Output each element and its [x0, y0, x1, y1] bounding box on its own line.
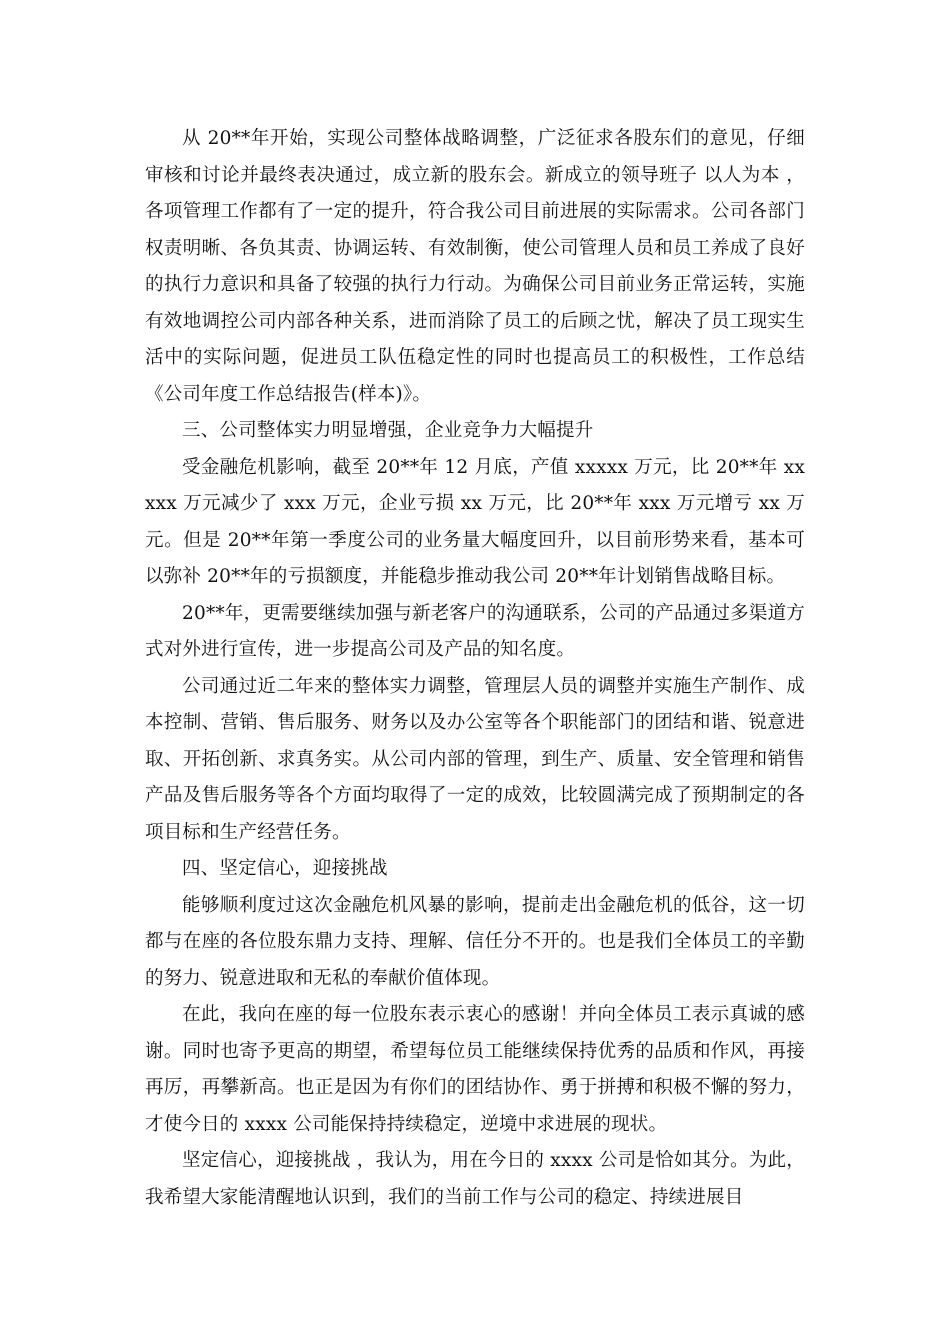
- paragraph-customer-communication: 20**年，更需要继续加强与新老客户的沟通联系，公司的产品通过多渠道方式对外进行宣传，进一步提高公司及产品的知名度。: [145, 602, 805, 660]
- paragraph-overall-adjustment: 公司通过近二年来的整体实力调整，管理层人员的调整并实施生产制作、成本控制、营销、售后服务、财务以及办公室等各个职能部门的团结和谐、锐意进取、开拓创新、求真务实。从公司内部的管理，到生产、质量、安全管理和销售产品及售后服务等各个方面均取得了一定的成效，比较圆满完成了预期制定的各项目标和生产经营任务。: [145, 675, 805, 843]
- section-heading-four: 四、坚定信心，迎接挑战: [182, 858, 388, 879]
- paragraph-confidence: 坚定信心，迎接挑战 ，我认为，用在今日的 xxxx 公司是恰如其分。为此，我希望大家能清醒地认识到，我们的当前工作与公司的稳定、持续进展目: [145, 1150, 805, 1208]
- document-body: [145, 121, 805, 1216]
- paragraph-thanks: 在此，我向在座的每一位股东表示衷心的感谢！并向全体员工表示真诚的感谢。同时也寄予更高的期望，希望每位员工能继续保持优秀的品质和作风，再接再厉，再攀新高。也正是因为有你们的团结协作、勇于拼搏和积极不懈的努力，才使今日的 xxxx 公司能保持持续稳定，逆境中求进展的现状。: [145, 1004, 805, 1135]
- section-heading-three: 三、公司整体实力明显增强，企业竞争力大幅提升: [182, 420, 594, 441]
- paragraph-shareholder-support: 能够顺利度过这次金融危机风暴的影响，提前走出金融危机的低谷，这一切都与在座的各位股东鼎力支持、理解、信任分不开的。也是我们全体员工的辛勤的努力、锐意进取和无私的奉献价值体现。: [145, 894, 805, 989]
- paragraph-financial-crisis: 受金融危机影响，截至 20**年 12 月底，产值 xxxxx 万元，比 20**年 xxxxx 万元减少了 xxx 万元，企业亏损 xx 万元，比 20**年 xxx 万元增亏 xx 万元。但是 20**年第一季度公司的业务量大幅度回升，以目前形势来看，基本可以弥补 20**年的亏损额度，并能稳步推动我公司 20**年计划销售战略目标。: [145, 456, 805, 587]
- paragraph-shareholder-restructuring: 从 20**年开始，实现公司整体战略调整，广泛征求各股东们的意见，仔细审核和讨论并最终表决通过，成立新的股东会。新成立的领导班子 以人为本 ，各项管理工作都有了一定的提升，符合我公司目前进展的实际需求。公司各部门权责明晰、各负其责、协调运转、有效制衡，使公司管理人员和员工养成了良好的执行力意识和具备了较强的执行力行动。为确保公司目前业务正常运转，实施有效地调控公司内部各种关系，进而消除了员工的后顾之忧，解决了员工现实生活中的实际问题，促进员工队伍稳定性的同时也提高员工的积极性，工作总结《公司年度工作总结报告(样本)》。: [145, 128, 805, 405]
